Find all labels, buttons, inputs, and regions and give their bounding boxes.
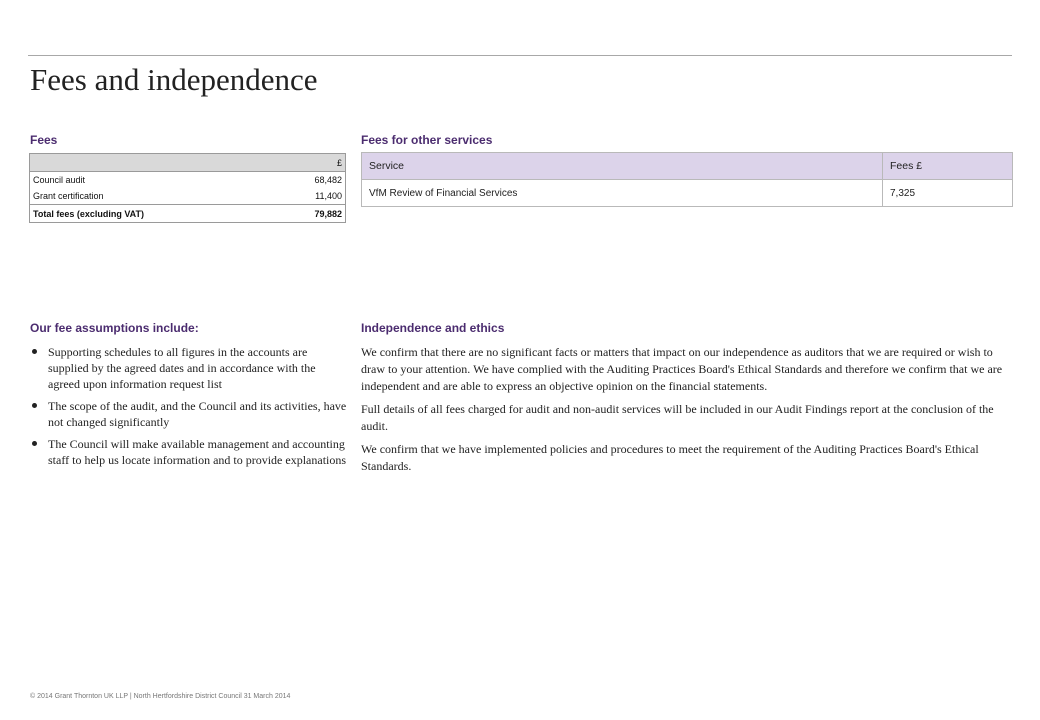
fees-total-row xyxy=(30,205,346,223)
other-services-table xyxy=(361,152,1013,207)
top-divider xyxy=(28,55,1012,56)
assumptions-heading: Our fee assumptions include: xyxy=(30,321,199,335)
assumption-text: Supporting schedules to all figures in the accounts are supplied by the agreed dates and in accordance with the agreed upon information request list xyxy=(48,345,316,391)
list-item xyxy=(30,398,350,430)
table-row xyxy=(362,180,1013,207)
assumptions-list xyxy=(30,344,350,474)
fees-table xyxy=(29,153,346,223)
table-row xyxy=(30,188,346,205)
bullet-icon xyxy=(32,441,37,446)
fees-heading: Fees xyxy=(30,133,58,147)
fee-value: 11,400 xyxy=(275,188,346,205)
table-row xyxy=(30,172,346,189)
independence-body xyxy=(361,344,1013,481)
independence-paragraph: Full details of all fees charged for audit and non-audit services will be included in our Audit Findings report at the conclusion of the audit. xyxy=(361,402,994,433)
bullet-icon xyxy=(32,349,37,354)
independence-heading: Independence and ethics xyxy=(361,321,505,335)
fees-table-header-row xyxy=(30,154,346,172)
service-column-header: Service xyxy=(362,153,883,180)
bullet-icon xyxy=(32,403,37,408)
fee-label: Council audit xyxy=(30,172,275,189)
total-fee-value: 79,882 xyxy=(275,205,346,223)
fees-column-header: Fees £ xyxy=(883,153,1013,180)
other-services-header-row xyxy=(362,153,1013,180)
page-title: Fees and independence xyxy=(30,62,318,97)
total-fee-label: Total fees (excluding VAT) xyxy=(30,205,275,223)
fee-value: 68,482 xyxy=(275,172,346,189)
assumption-text: The Council will make available management and accounting staff to help us locate information and to provide explanations xyxy=(48,437,347,467)
service-name: VfM Review of Financial Services xyxy=(362,180,883,207)
list-item xyxy=(30,436,350,468)
fees-currency-header: £ xyxy=(30,154,346,172)
assumption-text: The scope of the audit, and the Council and its activities, have not changed significantly xyxy=(48,399,347,429)
fee-label: Grant certification xyxy=(30,188,275,205)
service-fee: 7,325 xyxy=(883,180,1013,207)
independence-paragraph: We confirm that we have implemented policies and procedures to meet the requirement of the Auditing Practices Board's Ethical Standards. xyxy=(361,442,979,473)
independence-paragraph: We confirm that there are no significant facts or matters that impact on our independence as auditors that we are required or wish to draw to your attention. We have complied with the Auditing Practices Board's Ethical Standards and therefore we confirm that we are independent and are able to express an objective opinion on the financial statements. xyxy=(361,345,1003,393)
list-item xyxy=(30,344,350,392)
page-footer: © 2014 Grant Thornton UK LLP | North Hertfordshire District Council 31 March 2014 xyxy=(30,693,291,700)
other-services-heading: Fees for other services xyxy=(361,133,493,147)
